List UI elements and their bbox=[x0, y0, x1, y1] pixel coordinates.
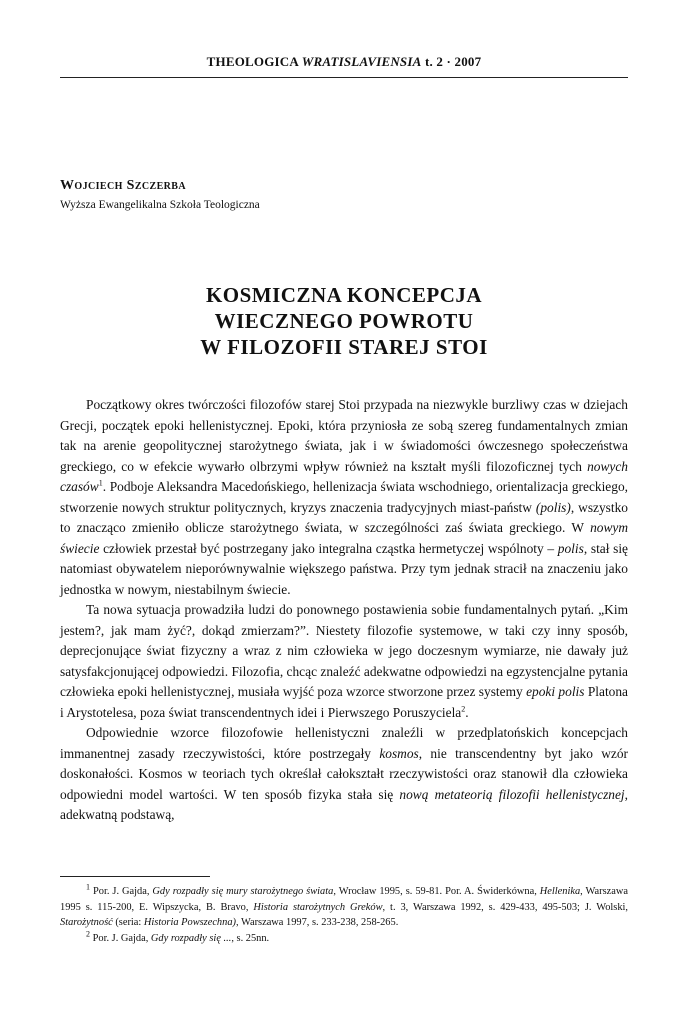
article-body bbox=[60, 395, 628, 826]
body-paragraph: Początkowy okres twórczości filozofów starej Stoi przypada na niezwykle burzliwy czas w dziejach Grecji, początek epoki hellenistycznej. Epoki, która przyniosła ze sobą szereg fundamentalnych zmian tak na arenie geopolitycznej starożytnego świata, jak i w świadomości ówczesnego społeczeństwa greckiego, co w efekcie wywarło olbrzymi wpływ również na kształt myśli filozoficznej tych nowych czasów$^1$. Podboje Aleksandra Macedońskiego, hellenizacja świata wschodniego, orientalizacja greckiego, stworzenie nowych struktur politycznych, kryzys znaczenia tradycyjnych miast-państw (polis), wszystko to znacząco zmieniło oblicze starożytnego świata, w szczególności zaś świata greckiego. W nowym świecie człowiek przestał być postrzegany jako integralna cząstka hermetyczej wspólnoty – polis, stał się natomiast obywatelem nieporównywalnie większego państwa. Przy tym jednak stracił na znaczeniu jako jednostka w nowym, niestabilnym świecie. bbox=[60, 397, 628, 597]
title-line: W FILOZOFII STAREJ STOI bbox=[200, 335, 488, 359]
footnote-ref: 1 bbox=[98, 478, 103, 488]
footnote-rule bbox=[60, 876, 210, 877]
running-header bbox=[60, 54, 628, 70]
title-line: KOSMICZNA KONCEPCJA bbox=[205, 283, 483, 307]
body-paragraph: Odpowiednie wzorce filozofowie hellenistyczni znaleźli w przedplatońskich koncepcjach immanentnej zasady rzeczywistości, które postrzegały kosmos, nie transcendentny byt jako wzór doskonałości. Kosmos w teoriach tych określał całokształt rzeczywistości oraz stanowił dla człowieka odpowiedni model wartości. W ten sposób fizyka stała się nową metateorią filozofii hellenistycznej, adekwatną podstawą, bbox=[60, 725, 629, 822]
footnote: $^2$ Por. J. Gajda, Gdy rozpadły się ..., s. 25nn. bbox=[86, 929, 270, 944]
author-name: Wojciech Szczerba bbox=[60, 178, 186, 193]
footnote: $^1$ Por. J. Gajda, Gdy rozpadły się mury starożytnego świata, Wrocław 1995, s. 59-81. Por. A. Świderkówna, Hellenika, Warszawa 1995 s. 115-200, E. Wipszycka, B. Bravo, Historia starożytnych Greków, t. 3, Warszawa 1992, s. 429-433, 495-503; J. Wolski, Starożytność (seria: Historia Powszechna), Warszawa 1997, s. 233-238, 258-265. bbox=[60, 882, 628, 928]
header-rule bbox=[60, 77, 628, 78]
footnotes bbox=[60, 884, 628, 946]
journal-name-italic: WRATISLAVIENSIA bbox=[301, 54, 422, 69]
title-line: WIECZNEGO POWROTU bbox=[214, 309, 474, 333]
author-affiliation: Wyższa Ewangelikalna Szkoła Teologiczna bbox=[60, 199, 260, 211]
journal-issue: t. 2 · 2007 bbox=[421, 54, 482, 69]
journal-name-part: THEOLOGICA bbox=[206, 54, 302, 69]
body-paragraph: Ta nowa sytuacja prowadziła ludzi do ponownego postawienia sobie fundamentalnych pytań. „Kim jestem?, jak mam żyć?, dokąd zmierzam?”. Niestety filozofie systemowe, w taki czy inny sposób, deprecjonujące świat fizyczny a wraz z nim człowieka w jego doczesnym wymiarze, nie dawały już satysfakcjonującej odpowiedzi. Filozofia, chcąc znaleźć adekwatne odpowiedzi na egzystencjalne pytania człowieka epoki hellenistycznej, musiała wyjść poza wzorce stworzone przez systemy epoki polis Platona i Arystotelesa, poza świat transcendentnych idei i Pierwszego Poruszyciela$^2$. bbox=[60, 602, 628, 720]
footnote-ref: 2 bbox=[461, 704, 466, 714]
article-title bbox=[60, 282, 628, 360]
